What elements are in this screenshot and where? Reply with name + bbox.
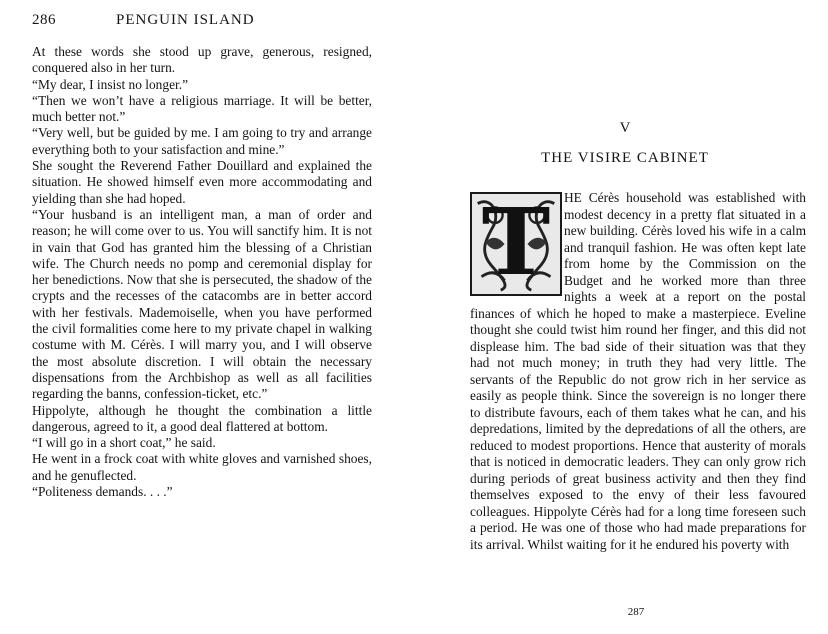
paragraph: She sought the Reverend Father Douillard and explained the situation. He showed himself even more accommodating and yielding than she had hoped.: [32, 158, 372, 206]
paragraph: “Very well, but be guided by me. I am going to try and arrange everything both to your satisfaction and mine.”: [32, 125, 372, 157]
chapter-body-paragraph: HE Cérès household was established with modest decency in a pretty flat situated in a new building. Cérès loved his wife in a calm and tranquil fashion. He was often kept late from home by the Commission on the Budget and he worked more than three nights a week at a report on the postal finances of which he hoped to make a masterpiece. Eveline thought she could twist him round her finger, and this did not displease him. The bad side of their situation was that they had not much money; in truth they had very little. The servants of the Republic do not grow rich in her service as easily as people think. Since the sovereign is no longer there to distribute favours, each of them takes what he can, and his depredations, limited by the depredations of all the others, are reduced to modest proportions. Hence that austerity of morals that is noticed in democratic leaders. They can only grow rich during periods of great business activity and then they find themselves exposed to the envy of their less favoured colleagues. Hippolyte Cérès had for a long time foreseen such a period. He was one of those who had made preparations for its arrival. Whilst waiting for it he endured his poverty with: [470, 190, 806, 552]
paragraph: Hippolyte, although he thought the combination a little dangerous, agreed to it, a good deal flattered at bottom.: [32, 402, 372, 434]
left-page: [0, 0, 395, 634]
chapter-number: V: [619, 120, 631, 136]
left-page-text: [32, 44, 372, 500]
paragraph: “Politeness demands. . . .”: [32, 484, 173, 500]
paragraph: “Your husband is an intelligent man, a man of order and reason; he will come over to us. You will sanctify him. It is not in vain that God has granted him the blessing of a Christian wife. The Church needs no pomp and ceremonial display for her benedictions. Now that she is persecuted, the shadow of the crypts and the recesses of the catacombs are in better accord with her festivals. Mademoiselle, when you have performed the civil formalities come here to my private chapel in walking costume with M. Cérès. I will marry you, and I will observe the most absolute discretion. I will obtain the necessary dispensations from the Archbishop as well as all facilities regarding the banns, confession-ticket, etc.”: [32, 206, 372, 402]
ornamental-drop-cap-image: [470, 192, 562, 296]
paragraph: “I will go in a short coat,” he said.: [32, 435, 216, 451]
running-title: PENGUIN ISLAND: [116, 12, 255, 28]
right-page-number: 287: [627, 606, 645, 618]
left-page-number: 286: [32, 12, 56, 28]
paragraph: “My dear, I insist no longer.”: [32, 76, 189, 92]
left-page-header: [32, 12, 382, 29]
right-page: [440, 0, 828, 634]
paragraph: At these words she stood up grave, generous, resigned, conquered also in her turn.: [32, 44, 372, 76]
drop-cap-letter: T: [481, 192, 551, 296]
paragraph: “Then we won’t have a religious marriage. It will be better, much better not.”: [32, 92, 372, 125]
chapter-title: THE VISIRE CABINET: [541, 150, 709, 166]
paragraph: He went in a frock coat with white gloves and varnished shoes, and he genuflected.: [32, 451, 372, 483]
